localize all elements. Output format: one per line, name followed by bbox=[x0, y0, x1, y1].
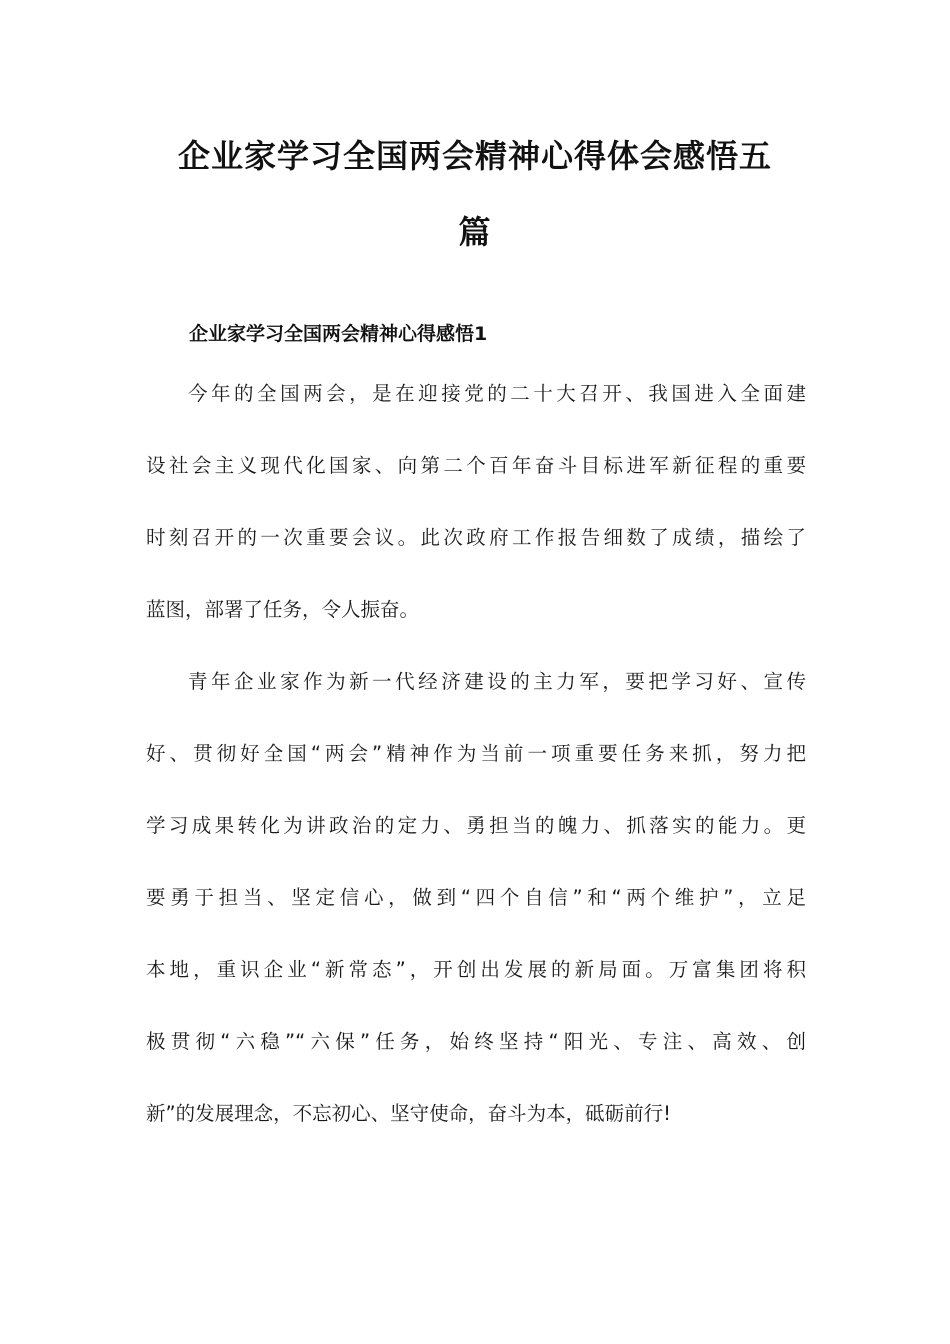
paragraph-line: 青年企业家作为新一代经济建设的主力军，要把学习好、宣传 bbox=[188, 670, 806, 693]
paragraph-line: 今年的全国两会，是在迎接党的二十大召开、我国进入全面建 bbox=[188, 382, 806, 405]
paragraph-line: 设社会主义现代化国家、向第二个百年奋斗目标进军新征程的重要 bbox=[146, 454, 806, 477]
paragraph-line: 新”的发展理念，不忘初心、坚守使命，奋斗为本，砥砺前行! bbox=[146, 1102, 671, 1125]
paragraph-line: 本地，重识企业“新常态”，开创出发展的新局面。万富集团将积 bbox=[146, 958, 806, 981]
paragraph-line: 好、贯彻好全国“两会”精神作为当前一项重要任务来抓，努力把 bbox=[146, 742, 806, 765]
paragraph-line: 要勇于担当、坚定信心，做到“四个自信”和“两个维护”，立足 bbox=[146, 886, 806, 909]
paragraph-line: 时刻召开的一次重要会议。此次政府工作报告细数了成绩，描绘了 bbox=[146, 526, 806, 549]
section-heading: 企业家学习全国两会精神心得感悟1 bbox=[189, 323, 488, 345]
paragraph-1 bbox=[146, 358, 806, 646]
paragraph-2 bbox=[146, 646, 806, 1150]
paragraph-line: 极贯彻“六稳”“六保”任务，始终坚持“阳光、专注、高效、创 bbox=[146, 1030, 806, 1053]
paragraph-line: 蓝图，部署了任务，令人振奋。 bbox=[146, 598, 420, 621]
title-line-1: 企业家学习全国两会精神心得体会感悟五 bbox=[177, 137, 772, 175]
document-title bbox=[145, 118, 805, 270]
title-line-2: 篇 bbox=[458, 213, 492, 251]
paragraph-line: 学习成果转化为讲政治的定力、勇担当的魄力、抓落实的能力。更 bbox=[146, 814, 806, 837]
